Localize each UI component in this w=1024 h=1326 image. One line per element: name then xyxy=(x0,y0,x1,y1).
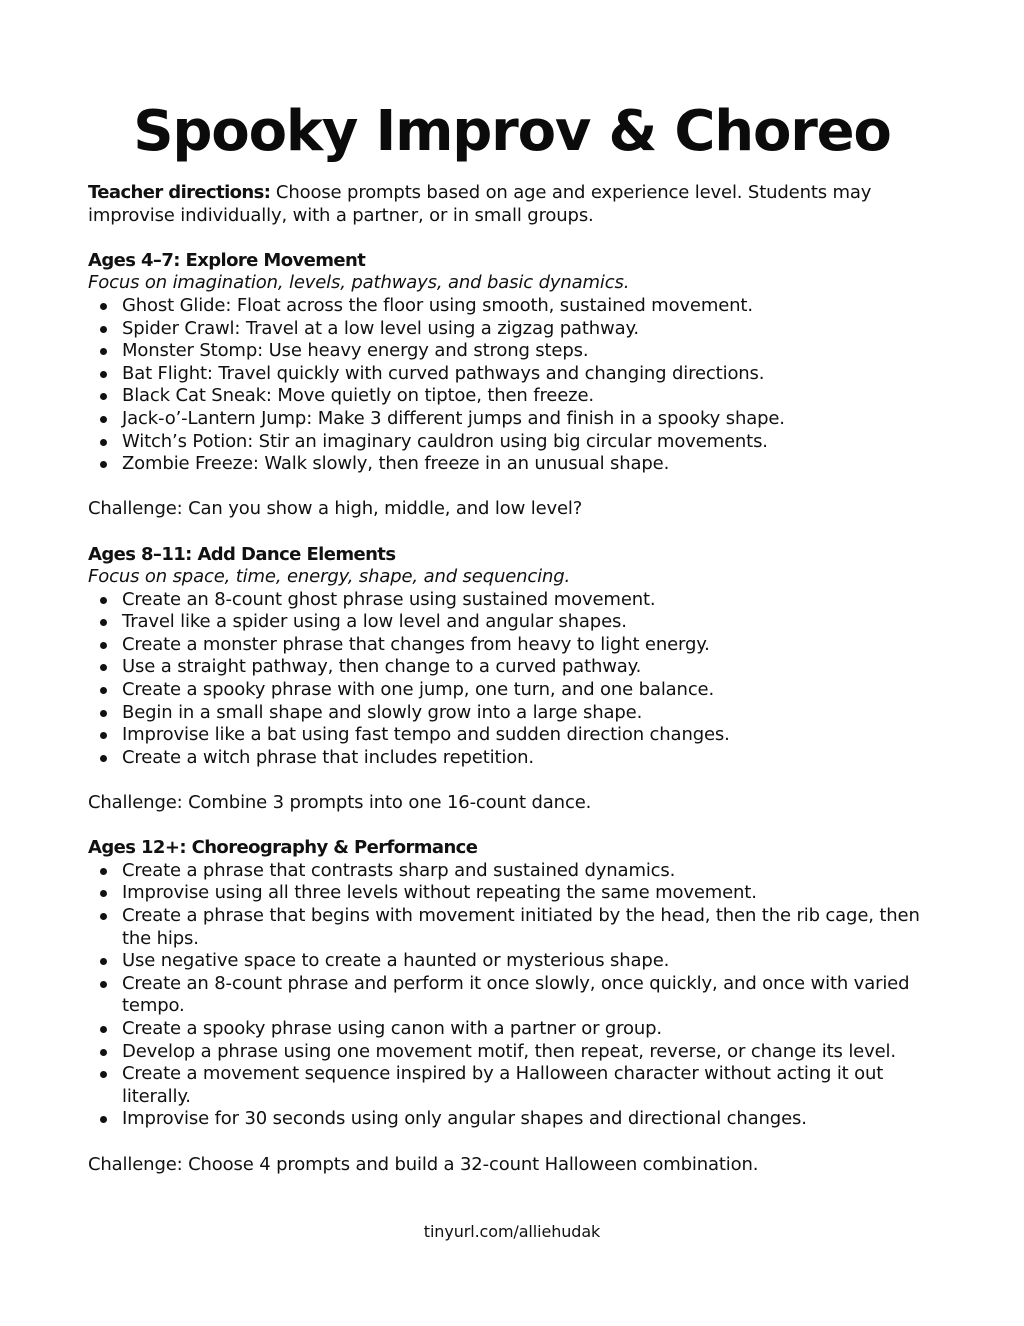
bullet-icon xyxy=(100,868,107,875)
list-item-text: Create a witch phrase that includes repetition. xyxy=(122,746,534,768)
section-heading: Ages 12+: Choreography & Performance xyxy=(88,837,478,859)
section-heading: Ages 8–11: Add Dance Elements xyxy=(88,543,396,565)
list-item-text: Develop a phrase using one movement motif, then repeat, reverse, or change its level. xyxy=(122,1040,896,1062)
spacer xyxy=(88,769,936,792)
bullet-icon xyxy=(100,958,107,965)
list-item-text: Improvise using all three levels without repeating the same movement. xyxy=(122,882,757,904)
list-item xyxy=(122,1018,936,1041)
list-item-text: Create a phrase that begins with movement initiated by the head, then the rib cage, then the hips. xyxy=(122,905,920,949)
bullet-icon xyxy=(100,461,107,468)
bullet-icon xyxy=(100,890,107,897)
teacher-directions xyxy=(88,182,936,227)
list-item xyxy=(122,1063,936,1108)
list-item xyxy=(122,295,936,318)
bullet-icon xyxy=(100,710,107,717)
list-item-text: Black Cat Sneak: Move quietly on tiptoe, then freeze. xyxy=(122,385,594,407)
list-item xyxy=(122,453,936,476)
list-item xyxy=(122,1041,936,1064)
footer-link[interactable]: tinyurl.com/alliehudak xyxy=(423,1222,601,1241)
list-item xyxy=(122,318,936,341)
list-item-text: Spider Crawl: Travel at a low level using a zigzag pathway. xyxy=(122,317,639,339)
list-item xyxy=(122,385,936,408)
list-item-text: Ghost Glide: Float across the floor using smooth, sustained movement. xyxy=(122,294,753,316)
list-item-text: Zombie Freeze: Walk slowly, then freeze in an unusual shape. xyxy=(122,453,670,475)
list-item xyxy=(122,589,936,612)
section-ages-8-11 xyxy=(88,544,936,815)
section-ages-12-plus xyxy=(88,837,936,1176)
list-item xyxy=(122,431,936,454)
list-item-text: Create an 8-count phrase and perform it once slowly, once quickly, and once with varied tempo. xyxy=(122,972,910,1017)
list-item xyxy=(122,860,936,883)
list-item-text: Begin in a small shape and slowly grow into a large shape. xyxy=(122,701,643,723)
section-ages-4-7 xyxy=(88,250,936,521)
spacer xyxy=(88,476,936,499)
spacer xyxy=(88,815,936,838)
list-item xyxy=(122,882,936,905)
bullet-icon xyxy=(100,642,107,649)
list-item xyxy=(122,363,936,386)
bullet-icon xyxy=(100,981,107,988)
list-item xyxy=(122,408,936,431)
teacher-directions-label: Teacher directions: xyxy=(88,182,271,203)
bullet-icon xyxy=(100,732,107,739)
bullet-icon xyxy=(100,1049,107,1056)
spacer xyxy=(88,1131,936,1154)
prompt-list xyxy=(88,860,936,1131)
list-item xyxy=(122,747,936,770)
teacher-directions-text: Choose prompts based on age and experience level. Students may improvise individually, with a partner, or in small groups. xyxy=(88,182,872,226)
section-challenge: Challenge: Choose 4 prompts and build a 32-count Halloween combination. xyxy=(88,1153,759,1175)
prompt-list xyxy=(88,295,936,476)
bullet-icon xyxy=(100,371,107,378)
list-item-text: Bat Flight: Travel quickly with curved pathways and changing directions. xyxy=(122,362,765,384)
list-item-text: Jack-o’-Lantern Jump: Make 3 different jumps and finish in a spooky shape. xyxy=(122,407,785,429)
bullet-icon xyxy=(100,1116,107,1123)
list-item-text: Witch’s Potion: Stir an imaginary cauldron using big circular movements. xyxy=(122,430,768,452)
list-item xyxy=(122,340,936,363)
spacer xyxy=(88,227,936,250)
section-challenge: Challenge: Can you show a high, middle, and low level? xyxy=(88,498,583,520)
bullet-icon xyxy=(100,913,107,920)
bullet-icon xyxy=(100,348,107,355)
list-item-text: Travel like a spider using a low level and angular shapes. xyxy=(122,611,627,633)
list-item-text: Create an 8-count ghost phrase using sustained movement. xyxy=(122,588,656,610)
list-item-text: Monster Stomp: Use heavy energy and strong steps. xyxy=(122,340,589,362)
section-challenge: Challenge: Combine 3 prompts into one 16-count dance. xyxy=(88,792,592,814)
list-item-text: Create a movement sequence inspired by a Halloween character without acting it out literally. xyxy=(122,1063,884,1107)
bullet-icon xyxy=(100,416,107,423)
list-item-text: Improvise like a bat using fast tempo and sudden direction changes. xyxy=(122,724,730,746)
list-item xyxy=(122,905,936,950)
list-item xyxy=(122,611,936,634)
list-item xyxy=(122,950,936,973)
bullet-icon xyxy=(100,439,107,446)
list-item-text: Create a spooky phrase using canon with a partner or group. xyxy=(122,1017,662,1039)
list-item xyxy=(122,702,936,725)
list-item-text: Use negative space to create a haunted or mysterious shape. xyxy=(122,950,670,972)
list-item xyxy=(122,973,936,1018)
section-focus: Focus on space, time, energy, shape, and sequencing. xyxy=(88,566,571,588)
bullet-icon xyxy=(100,619,107,626)
section-focus: Focus on imagination, levels, pathways, and basic dynamics. xyxy=(88,272,630,294)
list-item-text: Improvise for 30 seconds using only angular shapes and directional changes. xyxy=(122,1108,807,1130)
spacer xyxy=(88,521,936,544)
bullet-icon xyxy=(100,303,107,310)
list-item xyxy=(122,1108,936,1131)
bullet-icon xyxy=(100,687,107,694)
bullet-icon xyxy=(100,326,107,333)
bullet-icon xyxy=(100,664,107,671)
list-item xyxy=(122,656,936,679)
bullet-icon xyxy=(100,1026,107,1033)
list-item-text: Create a monster phrase that changes from heavy to light energy. xyxy=(122,633,710,655)
bullet-icon xyxy=(100,755,107,762)
list-item-text: Use a straight pathway, then change to a curved pathway. xyxy=(122,656,642,678)
bullet-icon xyxy=(100,1071,107,1078)
bullet-icon xyxy=(100,597,107,604)
section-heading: Ages 4–7: Explore Movement xyxy=(88,249,366,271)
bullet-icon xyxy=(100,393,107,400)
list-item xyxy=(122,679,936,702)
list-item-text: Create a phrase that contrasts sharp and sustained dynamics. xyxy=(122,859,676,881)
page-title: Spooky Improv & Choreo xyxy=(133,99,891,164)
list-item xyxy=(122,634,936,657)
prompt-list xyxy=(88,589,936,770)
list-item-text: Create a spooky phrase with one jump, one turn, and one balance. xyxy=(122,679,715,701)
list-item xyxy=(122,724,936,747)
